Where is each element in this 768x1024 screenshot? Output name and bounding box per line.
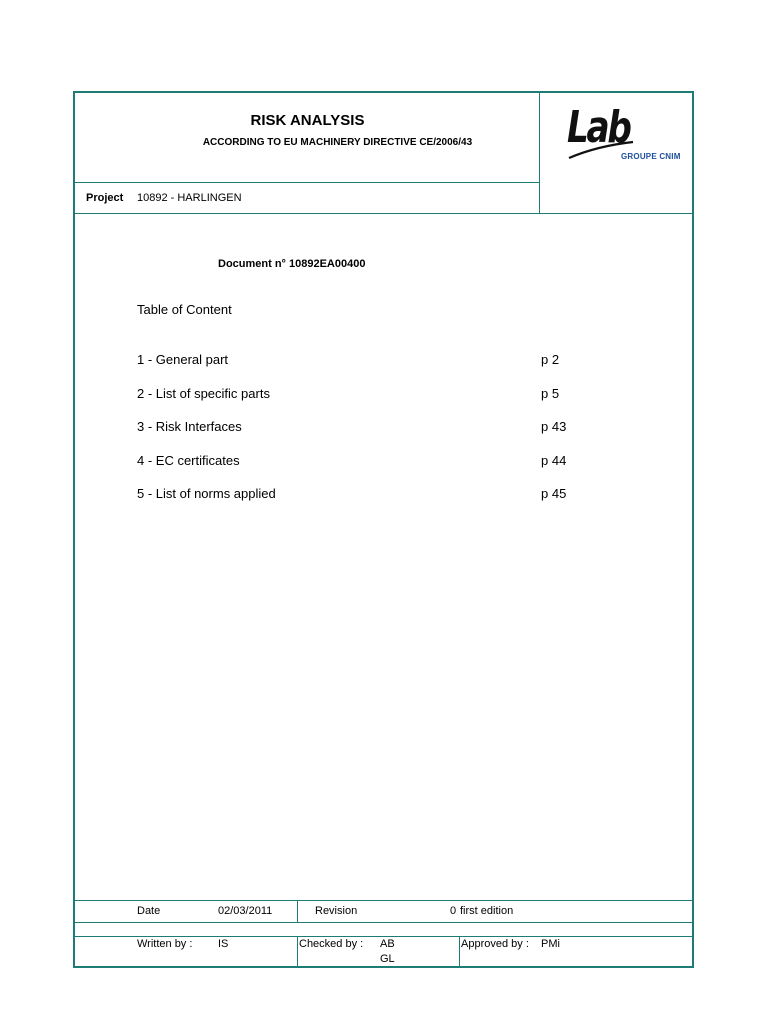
date-label: Date (137, 905, 161, 917)
toc-item-page: p 5 (541, 386, 560, 401)
toc-item-label: 1 - General part (137, 352, 229, 367)
checked-by-label: Checked by : (299, 938, 364, 950)
document-title: RISK ANALYSIS (250, 112, 365, 129)
toc-item-page: p 45 (541, 486, 567, 501)
logo-group-label: GROUPE (621, 152, 657, 161)
toc-item-page: p 44 (541, 453, 567, 468)
logo-group-text (621, 152, 681, 161)
revision-label: Revision (315, 905, 358, 917)
toc-item-page: p 2 (541, 352, 560, 367)
footer-checked-divider (459, 936, 460, 966)
logo-lab-text: Lab (567, 102, 630, 153)
footer-top-line (75, 900, 694, 901)
logo-group-brand: CNIM (659, 152, 681, 161)
company-logo (567, 102, 687, 166)
written-by-label: Written by : (137, 938, 193, 950)
toc-item-label: 5 - List of norms applied (137, 486, 276, 501)
title-underline (75, 182, 540, 183)
toc-item-label: 2 - List of specific parts (137, 386, 270, 401)
footer-written-divider (297, 936, 298, 966)
document-subtitle: ACCORDING TO EU MACHINERY DIRECTIVE CE/2006/43 (202, 137, 473, 148)
checked-by-value-2: GL (380, 953, 395, 965)
footer-mid-line-1 (75, 922, 694, 923)
document-frame (73, 91, 694, 968)
project-underline (75, 213, 694, 214)
revision-value: 0 (450, 905, 457, 917)
approved-by-label: Approved by : (461, 938, 529, 950)
project-value: 10892 - HARLINGEN (137, 192, 242, 204)
toc-heading: Table of Content (137, 302, 232, 317)
written-by-value: IS (218, 938, 229, 950)
date-value: 02/03/2011 (218, 905, 273, 917)
checked-by-value-1: AB (380, 938, 395, 950)
toc-item-label: 3 - Risk Interfaces (137, 419, 242, 434)
document-number: Document n° 10892EA00400 (218, 258, 366, 270)
toc-item-label: 4 - EC certificates (137, 453, 240, 468)
project-label: Project (86, 192, 124, 204)
approved-by-value: PMi (541, 938, 560, 950)
footer-date-divider (297, 900, 298, 922)
revision-note: first edition (460, 905, 514, 917)
footer-mid-line-2 (75, 936, 694, 937)
toc-item-page: p 43 (541, 419, 567, 434)
header-divider (539, 93, 540, 214)
